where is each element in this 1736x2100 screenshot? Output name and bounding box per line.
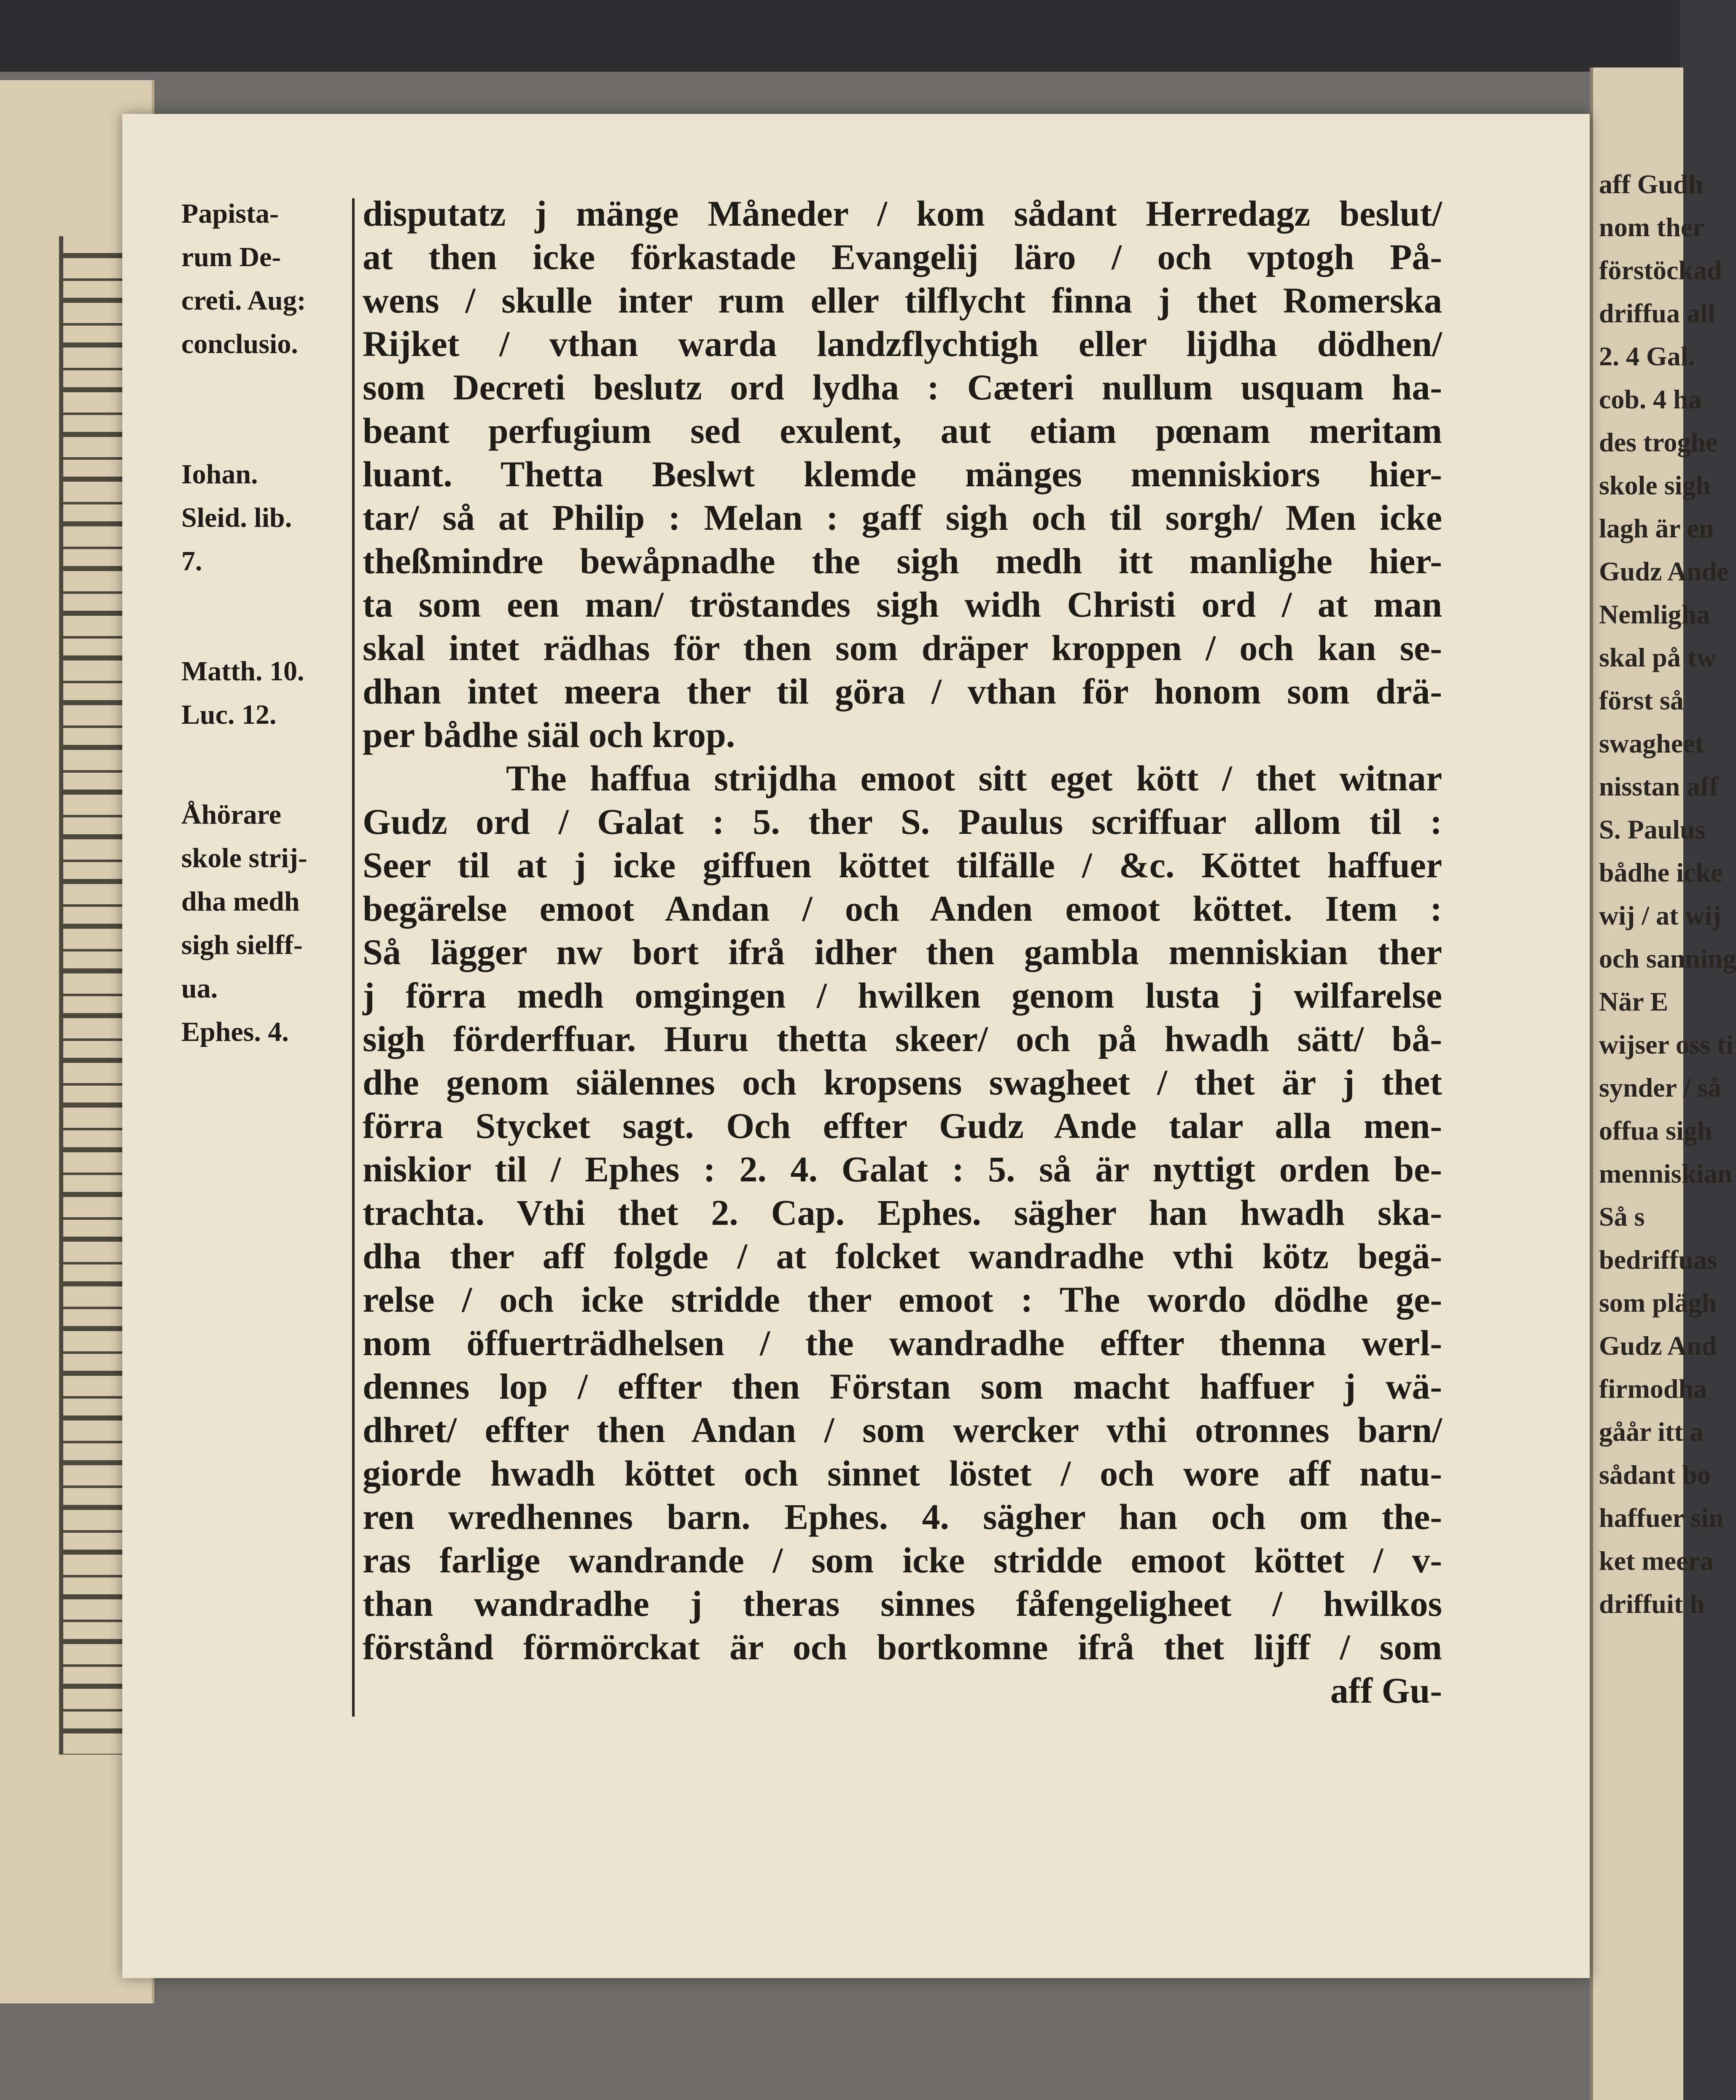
text-line: tar/ så at Philip : Melan : gaff sigh och til sorgh/ Men icke xyxy=(363,497,1442,538)
facing-page-line: nom ther xyxy=(1599,212,1705,242)
marginal-note-line: Ephes. 4. xyxy=(181,1016,289,1047)
facing-page-line: firmodha xyxy=(1599,1374,1707,1404)
facing-page-line: wijser oss ti xyxy=(1599,1030,1733,1059)
facing-page-line: cob. 4 ha xyxy=(1599,384,1702,414)
marginal-note-line: Matth. 10. xyxy=(181,656,304,687)
text-line: The haffua strijdha emoot sitt eget kött / thet witnar xyxy=(506,758,1442,798)
text-line: at then icke förkastade Evangelij läro / och vptogh På- xyxy=(363,237,1442,277)
text-line: giorde hwadh köttet och sinnet löstet / och wore aff natu- xyxy=(363,1453,1442,1493)
text-line: per bådhe siäl och krop. xyxy=(363,714,735,755)
text-line: ren wredhennes barn. Ephes. 4. sägher han och om the- xyxy=(363,1496,1442,1537)
text-line: than wandradhe j theras sinnes fåfengeligheet / hwilkos xyxy=(363,1583,1442,1624)
facing-page-line: swagheet xyxy=(1599,728,1704,758)
text-line: theßmindre bewåpnadhe the sigh medh itt manlighe hier- xyxy=(363,541,1442,581)
facing-page-line: gåår itt a xyxy=(1599,1417,1704,1447)
facing-page-line: driffua all xyxy=(1599,298,1715,328)
facing-page xyxy=(1590,67,1736,2100)
ornamental-border xyxy=(59,236,131,1755)
marginal-note-line: dha medh xyxy=(181,886,300,917)
text-line: sigh förderffuar. Huru thetta skeer/ och på hwadh sätt/ bå- xyxy=(363,1019,1442,1059)
text-line: förstånd förmörckat är och bortkomne ifrå thet lijff / som xyxy=(363,1627,1442,1667)
facing-page-line: bådhe icke xyxy=(1599,857,1723,887)
marginal-note-line: Åhörare xyxy=(181,799,282,830)
marginal-note-line: Luc. 12. xyxy=(181,699,277,730)
margin-rule xyxy=(352,198,355,1717)
text-line: trachta. Vthi thet 2. Cap. Ephes. sägher han hwadh ska- xyxy=(363,1192,1442,1233)
marginal-note-line: Papista- xyxy=(181,198,279,229)
marginal-note-papistarum xyxy=(181,192,350,366)
marginal-note-sleidan xyxy=(181,453,350,583)
text-line: dhan intet meera ther til göra / vthan för honom som drä- xyxy=(363,671,1442,712)
facing-page-line: lagh är en xyxy=(1599,513,1714,543)
facing-page-line: som plägh xyxy=(1599,1288,1717,1318)
facing-page-line: haffuer sin xyxy=(1599,1503,1724,1533)
facing-page-line: skal på tw xyxy=(1599,642,1716,672)
text-line: dennes lop / effter then Förstan som macht haffuer j wä- xyxy=(363,1366,1442,1407)
marginal-note-line: skole strij- xyxy=(181,843,307,873)
marginal-note-matthew xyxy=(181,650,350,736)
facing-page-line: synder / så xyxy=(1599,1073,1722,1103)
text-line: beant perfugium sed exulent, aut etiam pœnam meritam xyxy=(363,410,1442,451)
marginal-note-line: Sleid. lib. xyxy=(181,502,292,533)
facing-page-line: wij / at wij xyxy=(1599,900,1721,930)
catchword: aff Gu- xyxy=(1330,1670,1442,1711)
text-line: förra Stycket sagt. Och effter Gudz Ande talar alla men- xyxy=(363,1105,1442,1146)
marginal-note-line: ua. xyxy=(181,973,218,1004)
facing-page-line: S. Paulus xyxy=(1599,814,1706,844)
facing-page-line: Så s xyxy=(1599,1202,1645,1232)
facing-page-line: menniskian xyxy=(1599,1159,1733,1189)
facing-page-line: förstöckad xyxy=(1599,255,1722,285)
facing-page-line: Gudz Ande xyxy=(1599,556,1729,586)
text-line: luant. Thetta Beslwt klemde mänges menniskiors hier- xyxy=(363,454,1442,494)
text-line: skal intet rädhas för then som dräper kroppen / och kan se- xyxy=(363,628,1442,668)
marginal-note-line: conclusio. xyxy=(181,329,298,359)
marginal-note-ahorare xyxy=(181,793,350,1054)
facing-page-line: offua sigh xyxy=(1599,1116,1712,1146)
facing-page-line: Nemligha xyxy=(1599,599,1710,629)
facing-page-line: och sanning xyxy=(1599,944,1736,973)
text-line: Seer til at j icke giffuen köttet tilfälle / &c. Köttet haffuer xyxy=(363,845,1442,885)
facing-page-line: bedriffuas xyxy=(1599,1245,1717,1275)
text-line: nom öffuerträdhelsen / the wandradhe effter thenna werl- xyxy=(363,1323,1442,1363)
facing-page-line: aff Gudh xyxy=(1599,169,1704,199)
text-line: niskior til / Ephes : 2. 4. Galat : 5. så är nyttigt orden be- xyxy=(363,1149,1442,1189)
main-text-block xyxy=(363,192,1442,1712)
text-line: j förra medh omgingen / hwilken genom lusta j wilfarelse xyxy=(363,975,1442,1016)
text-line: disputatz j mänge Måneder / kom sådant Herredagz beslut/ xyxy=(363,193,1442,234)
facing-page-line: 2. 4 Gal. xyxy=(1599,341,1695,371)
facing-page-line: När E xyxy=(1599,987,1669,1016)
facing-page-line: skole sigh xyxy=(1599,470,1711,500)
marginal-note-line: Iohan. xyxy=(181,459,258,490)
text-line: dhe genom siälennes och kropsens swagheet / thet är j thet xyxy=(363,1062,1442,1103)
text-line: relse / och icke stridde ther emoot : The wordo dödhe ge- xyxy=(363,1279,1442,1320)
text-line: dhret/ effter then Andan / som wercker vthi otronnes barn/ xyxy=(363,1410,1442,1450)
facing-page-line: nisstan aff xyxy=(1599,771,1718,801)
text-line: ras farlige wandrande / som icke stridde emoot köttet / v- xyxy=(363,1540,1442,1580)
facing-page-line: des troghe xyxy=(1599,427,1718,457)
facing-page-line: ket meera xyxy=(1599,1546,1714,1576)
facing-page-line: Gudz And xyxy=(1599,1331,1717,1361)
marginal-note-line: 7. xyxy=(181,546,202,577)
text-line: dha ther aff folgde / at folcket wandradhe vthi kötz begä- xyxy=(363,1236,1442,1276)
text-line: Så lägger nw bort ifrå idher then gambla menniskian ther xyxy=(363,932,1442,972)
text-line: Rijket / vthan warda landzflychtigh eller lijdha dödhen/ xyxy=(363,323,1442,364)
text-line: Gudz ord / Galat : 5. ther S. Paulus scriffuar allom til : xyxy=(363,801,1442,842)
marginal-note-line: sigh sielff- xyxy=(181,930,303,960)
marginal-note-line: rum De- xyxy=(181,242,281,272)
facing-page-line: först så xyxy=(1599,685,1684,715)
facing-page-line: driffuit h xyxy=(1599,1589,1705,1619)
text-line: begärelse emoot Andan / och Anden emoot köttet. Item : xyxy=(363,888,1442,929)
text-line: wens / skulle inter rum eller tilflycht finna j thet Romerska xyxy=(363,280,1442,321)
facing-page-line: sådant bo xyxy=(1599,1460,1711,1490)
text-line: ta som een man/ tröstandes sigh widh Christi ord / at man xyxy=(363,584,1442,625)
scan-background-top xyxy=(0,0,1680,72)
text-line: som Decreti beslutz ord lydha : Cæteri nullum usquam ha- xyxy=(363,367,1442,407)
marginal-note-line: creti. Aug: xyxy=(181,285,306,316)
